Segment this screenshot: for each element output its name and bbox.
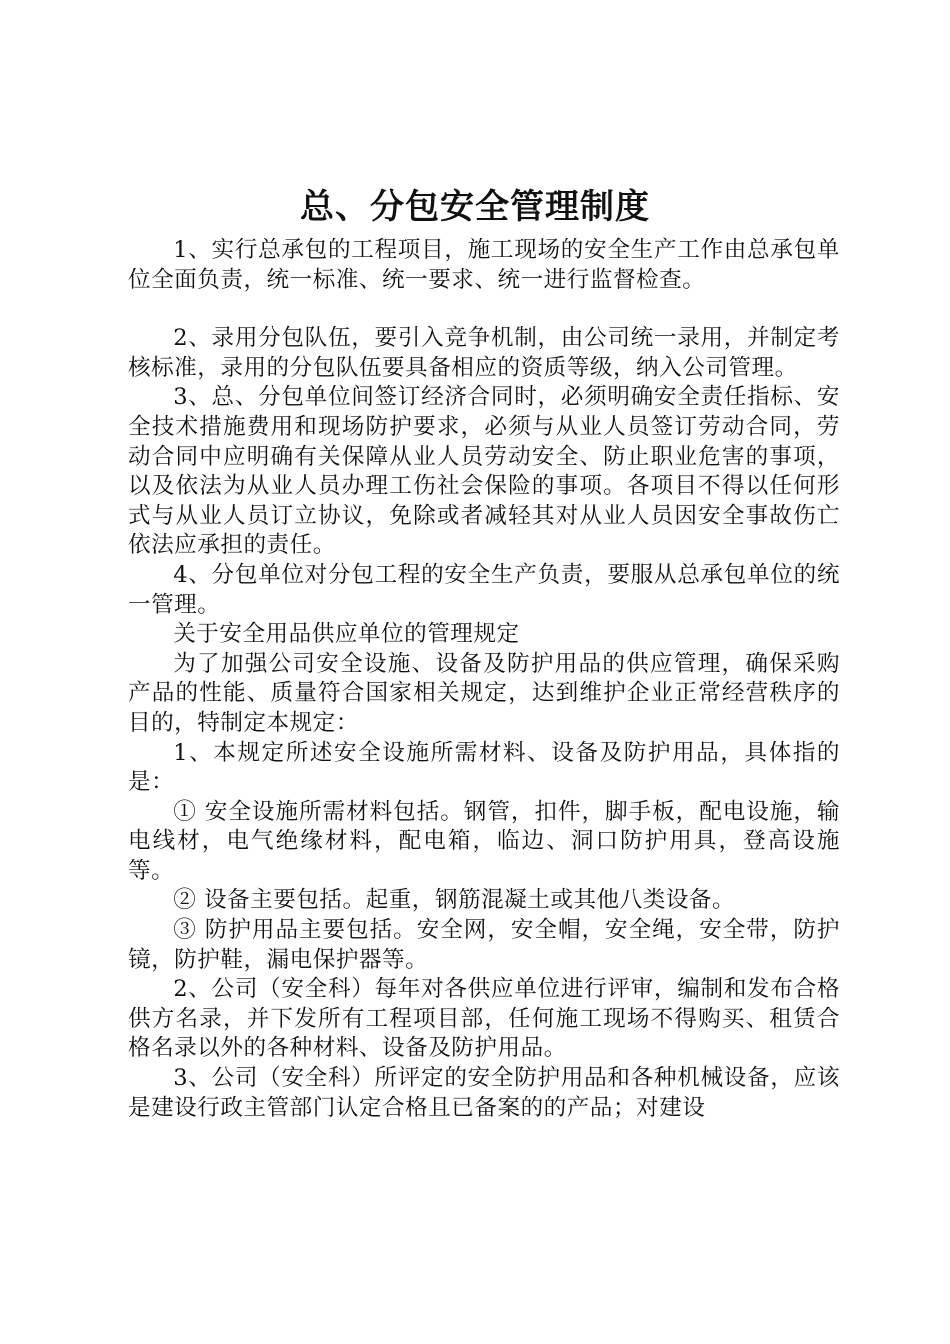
paragraph-supplier-review: 2、公司（安全科）每年对各供应单位进行评审，编制和发布合格供方名录，并下发所有工程项目部，任何施工现场不得购买、租赁合格名录以外的各种材料、设备及防护用品。 [128,976,840,1062]
document-body [128,236,840,1123]
section-heading-supplier-rules: 关于安全用品供应单位的管理规定 [173,621,520,648]
paragraph-subcontractor-hiring: 2、录用分包队伍，要引入竞争机制，由公司统一录用，并制定考核标准，录用的分包队伍要具备相应的资质等级，纳入公司管理。 [128,325,840,381]
paragraph-contract-safety-terms: 3、总、分包单位间签订经济合同时，必须明确安全责任指标、安全技术措施费用和现场防护要求，必须与从业人员签订劳动合同，劳动合同中应明确有关保障从业人员劳动安全、防止职业危害的事项，以及依法为从业人员办理工伤社会保险的事项。各项目不得以任何形式与从业人员订立协议，免除或者减轻其对从业人员因安全事故伤亡依法应承担的责任。 [128,384,840,559]
paragraph-supplier-purpose: 为了加强公司安全设施、设备及防护用品的供应管理，确保采购产品的性能、质量符合国家相关规定，达到维护企业正常经营秩序的目的，特制定本规定： [128,650,840,736]
paragraph-general-contract-responsibility: 1、实行总承包的工程项目，施工现场的安全生产工作由总承包单位全面负责，统一标准、统一要求、统一进行监督检查。 [128,237,840,293]
paragraph-subcontractor-obligation: 4、分包单位对分包工程的安全生产负责，要服从总承包单位的统一管理。 [128,561,840,618]
list-item-safety-materials: ① 安全设施所需材料包括。钢管，扣件，脚手板，配电设施，输电线材，电气绝缘材料，配电箱，临边、洞口防护用具，登高设施等。 [128,798,840,884]
document-title: 总、分包安全管理制度 [300,187,650,227]
list-item-equipment: ② 设备主要包括。起重，钢筋混凝土或其他八类设备。 [173,887,736,914]
paragraph-certified-products: 3、公司（安全科）所评定的安全防护用品和各种机械设备，应该是建设行政主管部门认定合格且已备案的的产品；对建设 [128,1065,840,1121]
list-item-protective-gear: ③ 防护用品主要包括。安全网，安全帽，安全绳，安全带，防护镜，防护鞋，漏电保护器等。 [128,917,840,973]
paragraph-scope-definition: 1、本规定所述安全设施所需材料、设备及防护用品，具体指的是： [128,739,840,796]
